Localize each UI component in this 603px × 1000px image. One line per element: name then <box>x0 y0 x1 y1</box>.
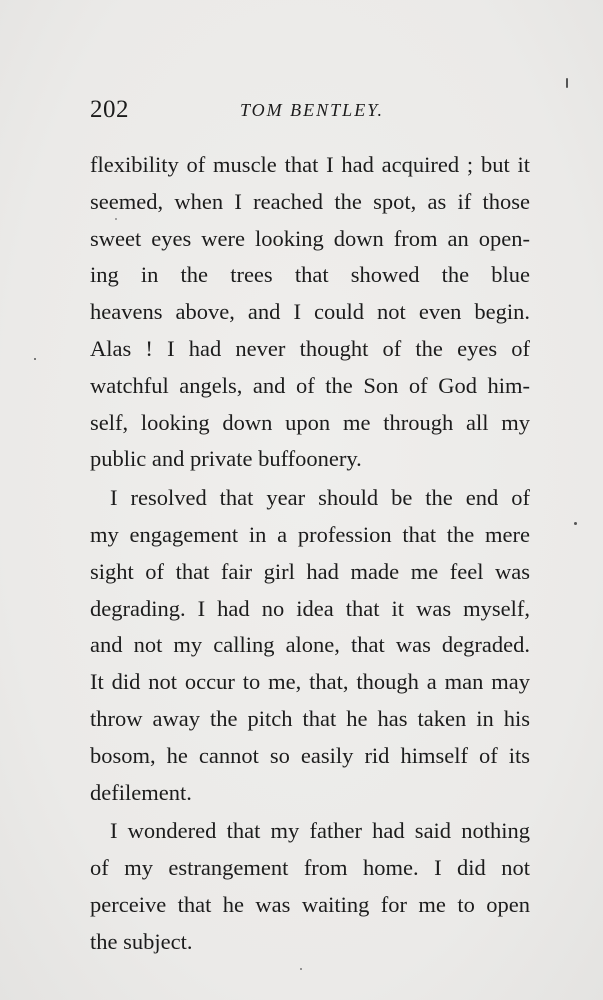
paper-speck <box>300 968 302 970</box>
text-line: perceive that he was waiting for me to open <box>90 891 530 917</box>
text-line: degrading. I had no idea that it was myself, <box>90 595 530 621</box>
text-line: my engagement in a profession that the mere <box>90 521 530 547</box>
paragraph <box>90 480 530 811</box>
paper-speck <box>115 218 117 220</box>
paper-speck <box>34 358 36 360</box>
paper-speck <box>566 78 568 88</box>
text-line: seemed, when I reached the spot, as if those <box>90 188 530 214</box>
running-head <box>90 96 530 130</box>
text-line: sweet eyes were looking down from an open- <box>90 225 530 251</box>
paragraph <box>90 147 530 478</box>
text-line: throw away the pitch that he has taken in his <box>90 705 530 731</box>
text-line: Alas ! I had never thought of the eyes of <box>90 335 530 361</box>
paper-speck <box>574 522 577 525</box>
text-line: ing in the trees that showed the blue <box>90 262 530 288</box>
paragraph <box>90 813 530 960</box>
text-line: self, looking down upon me through all my <box>90 409 530 435</box>
text-line: the subject. <box>90 928 193 954</box>
text-line: heavens above, and I could not even begin. <box>90 299 530 325</box>
text-line: and not my calling alone, that was degraded. <box>90 632 530 658</box>
text-line: flexibility of muscle that I had acquired ; but it <box>90 152 530 177</box>
text-line: defilement. <box>90 779 192 805</box>
text-line: watchful angels, and of the Son of God him- <box>90 372 530 398</box>
text-line: public and private buffoonery. <box>90 446 362 472</box>
text-line: sight of that fair girl had made me feel was <box>90 558 530 584</box>
text-line: It did not occur to me, that, though a man may <box>90 669 530 695</box>
text-line: of my estrangement from home. I did not <box>90 855 530 881</box>
text-line: bosom, he cannot so easily rid himself of its <box>90 742 530 768</box>
text-line: I wondered that my father had said nothing <box>110 818 530 844</box>
running-title: TOM BENTLEY. <box>240 100 385 120</box>
page-number: 202 <box>90 96 129 123</box>
text-line: I resolved that year should be the end of <box>110 485 530 511</box>
body-text <box>90 147 530 961</box>
